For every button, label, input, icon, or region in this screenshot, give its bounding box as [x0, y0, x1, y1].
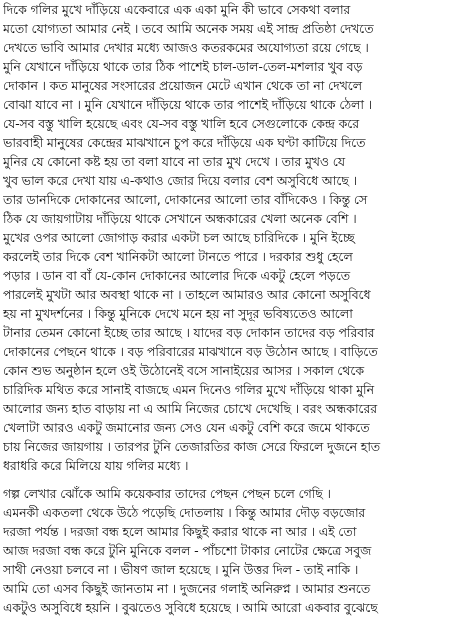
text-line: চায় নিজের জায়গায় । তারপর টুনি তেজারতির কাজ সেরে ফিরলে দুজনে হাত: [3, 439, 381, 454]
text-line: ভারবাহী মানুষের কেন্দ্রের মাঝখানে চুপ করে দাঁড়িয়ে এক ঘণ্টা কাটিয়ে দিতে: [3, 135, 366, 150]
text-line: সাথী নেওয়া চলবে না । ভীষণ জাল হয়েছে । মুনি উত্তর দিল - তাই নাকি ।: [3, 562, 359, 577]
text-line: আজ দরজা বন্ধ করে টুনি মুনিকে বলল - পাঁচশো টাকার নোটের ক্ষেত্রে সবুজ: [3, 543, 372, 558]
text-line: আমি তো এসব কিছুই জানতাম না । দুজনের গলাই অনিরুপ্ন । আমার শুনতে: [3, 581, 371, 596]
text-line: দিকে গলির মুখে দাঁড়িয়ে একেবারে এক একা মুনি কী ভাবে সেকথা বলার: [3, 2, 351, 17]
text-line: মুনির যে কোনো কষ্ট হয় তা বলা যাবে না তার মুখ দেখে । তার মুখও যে: [3, 154, 345, 169]
text-line: হয় না মুখদর্শনের । কিন্তু মুনিকে দেখে মনে হয় না সুদূর ভবিষ্যতেও আলো: [3, 306, 353, 321]
text-line: দেখতে ভাবি আমার দেখার মধ্যে আজও কতরকমের অযোগ্যতা রয়ে গেছে ।: [3, 40, 369, 55]
text-line: ঠিক যে জায়গাটায় দাঁড়িয়ে থাকে সেখানে অন্ধকারের খেলা অনেক বেশি ।: [3, 211, 357, 226]
text-line: মুখের ওপর আলো জোগাড় করার একটা চল আছে চারিদিকে । মুনি ইচ্ছে: [3, 230, 355, 245]
paragraph-1: [3, 0, 455, 475]
text-line: গল্প লেখার ঝোঁকে আমি কয়েকবার তাদের পেছন পেছন চলে গেছি ।: [3, 486, 331, 501]
text-line: দোকান । কত মানুষের সংসারের প্রয়োজন মেটে এখান থেকে তা না দেখলে: [3, 78, 362, 93]
text-line: মুনি যেখানে দাঁড়িয়ে থাকে তার ঠিক পাশেই চাল-ডাল-তেল-মশলার খুব বড়: [3, 59, 363, 74]
text-line: কোন শুভ অনুষ্ঠান হলে ওই উঠোনেই বসে সানাইয়ের আসর । সকাল থেকে: [3, 363, 365, 378]
text-line: একটুও অসুবিধে হয়নি । বুঝতেও সুবিধে হয়েছে । আমি আরো একবার বুঝেছে: [3, 600, 378, 615]
text-line: এমনকী একতলা থেকে উঠে পড়েছি দোতলায় । কিন্তু আমার দৌড় বড়জোর: [3, 505, 366, 520]
text-line: যে-সব বস্তু খালি হয়েছে এবং যে-সব বস্তু খালি হবে সেগুলোকে কেন্দ্র করে: [3, 116, 360, 131]
text-line: মতো যোগ্যতা আমার নেই । তবে আমি অনেক সময় এই সান্দ্র প্রতিষ্ঠা দেখতে: [3, 21, 374, 36]
text-line: ধরাধরি করে মিলিয়ে যায় গলির মধ্যে ।: [3, 458, 189, 473]
text-line: দোকানের পেছনে থাকে । বড় পরিবারের মাঝখানে বড় উঠোন আছে । বাড়িতে: [3, 344, 378, 359]
text-line: বোঝা যাবে না । মুনি যেখানে দাঁড়িয়ে থাকে তার পাশেই দাঁড়িয়ে থাকে ঠেলা ।: [3, 97, 372, 112]
text-line: খেলাটা আরও একটু জমানোর জন্য সেও যেন একটু বেশি করে জমে থাকতে: [3, 420, 370, 435]
text-line: দরজা পর্যন্ত । দরজা বন্ধ হলে আমার কিছুই করার থাকে না আর । এই তো: [3, 524, 357, 539]
text-line: পারলেই মুখটা আর অবস্থা থাকে না । তাহলে আমারও আর কোনো অসুবিধে: [3, 287, 371, 302]
text-line: চারিদিক মথিত করে সানাই বাজছে এমন দিনেও গলির মুখে দাঁড়িয়ে থাকা মুনি: [3, 382, 374, 397]
text-line: আলোর জন্য হাত বাড়ায় না এ আমি নিজের চোখে দেখেছি । বরং অন্ধকারের: [3, 401, 377, 416]
paragraph-2: [3, 484, 455, 617]
text-line: খুব ভাল করে দেখা যায় এ-কথাও জোর দিয়ে বলার বেশ অসুবিধে আছে ।: [3, 173, 357, 188]
text-line: টানার তেমন কোনো ইচ্ছে তার আছে । যাদের বড় দোকান তাদের বড় পরিবার: [3, 325, 375, 340]
text-line: করলেই তার দিকে বেশ খানিকটা আলো টানতে পারে । দরকার শুধু হেলে: [3, 249, 353, 264]
text-line: তার ডানদিকে দোকানের আলো, দোকানের আলো তার বাঁদিকেও । কিন্তু সে: [3, 192, 368, 207]
text-line: পড়ার । ডান বা বাঁ যে-কোন দোকানের আলোর দিকে একটু হেলে পড়তে: [3, 268, 351, 283]
